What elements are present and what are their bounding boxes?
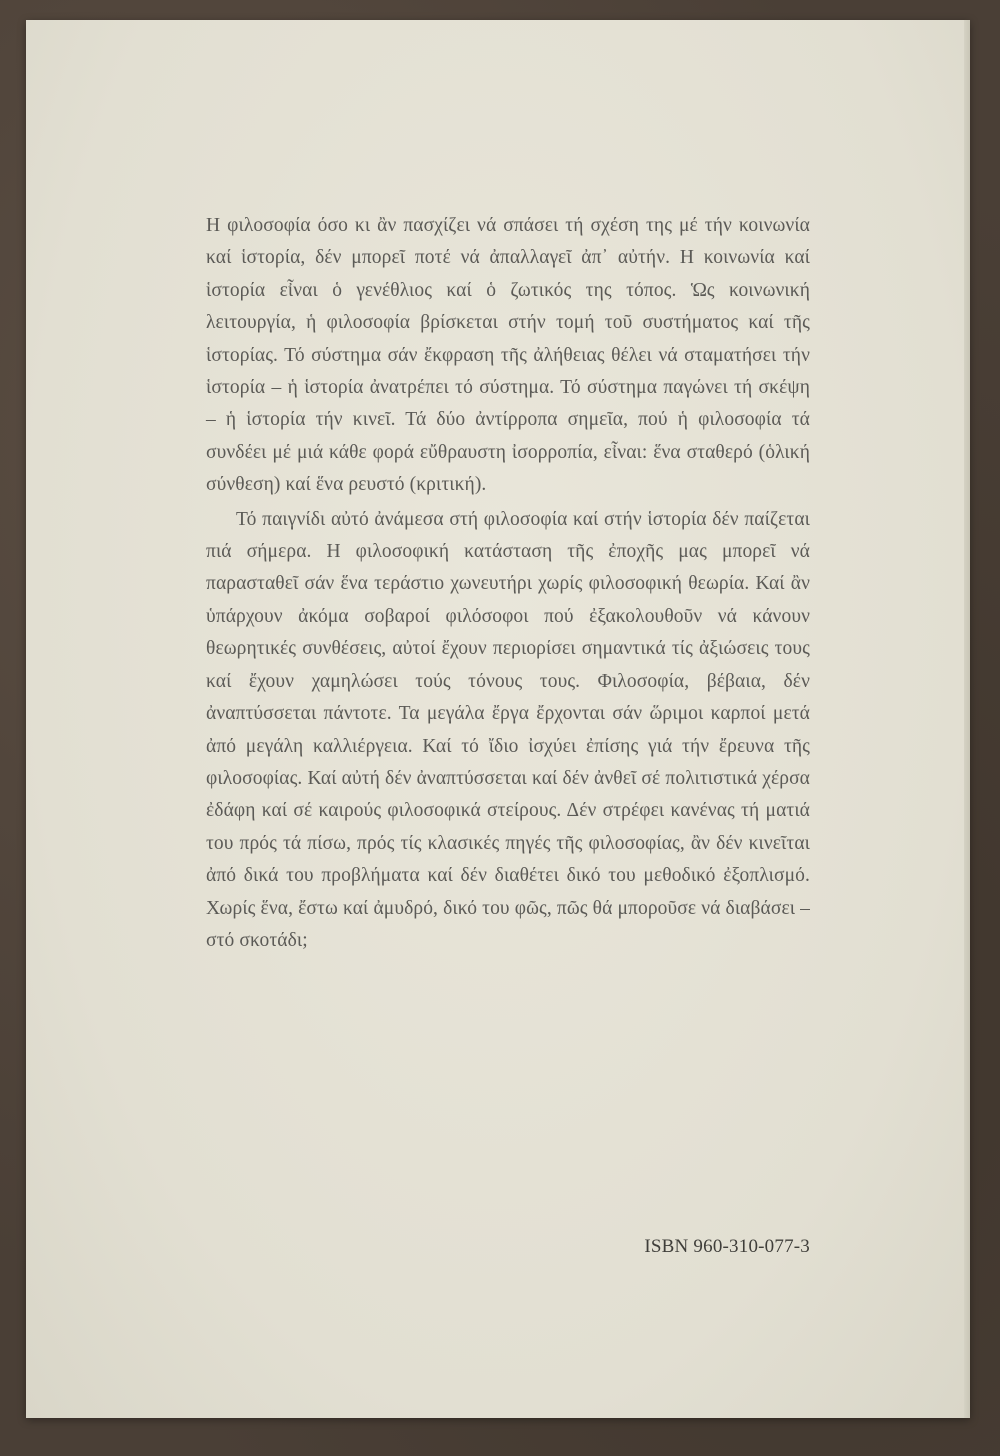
isbn-label: ISBN 960-310-077-3: [644, 1236, 810, 1257]
back-cover-paragraph-2: Τό παιγνίδι αὐτό ἀνάμεσα στή φιλοσοφία καί στήν ἱστορία δέν παίζεται πιά σήμερα. Η φιλοσοφική κατάσταση τῆς ἐποχῆς μας μπορεῖ νά παρασταθεῖ σάν ἕνα τεράστιο χωνευτήρι χωρίς φιλοσοφική θεωρία. Καί ἂν ὑπάρχουν ἀκόμα σοβαροί φιλόσοφοι πού ἐξακολουθοῦν νά κάνουν θεωρητικές συνθέσεις, αὐτοί ἔχουν περιορίσει σημαντικά τίς ἀξιώσεις τους καί ἔχουν χαμηλώσει τούς τόνους τους. Φιλοσοφία, βέβαια, δέν ἀναπτύσσεται πάντοτε. Τα μεγάλα ἔργα ἔρχονται σάν ὥριμοι καρποί μετά ἀπό μεγάλη καλλιέργεια. Καί τό ἴδιο ἰσχύει ἐπίσης γιά τήν ἔρευνα τῆς φιλοσοφίας. Καί αὐτή δέν ἀναπτύσσεται καί δέν ἀνθεῖ σέ πολιτιστικά χέρσα ἐδάφη καί σέ καιρούς φιλοσοφικά στείρους. Δέν στρέφει κανένας τή ματιά του πρός τά πίσω, πρός τίς κλασικές πηγές τῆς φιλοσοφίας, ἂν δέν κινεῖται ἀπό δικά του προβλήματα καί δέν διαθέτει δικό του μεθοδικό ἐξοπλισμό. Χωρίς ἕνα, ἔστω καί ἀμυδρό, δικό του φῶς, πῶς θά μποροῦσε νά διαβάσει – στό σκοτάδι;: [206, 508, 810, 951]
back-cover-text: [206, 210, 810, 957]
back-cover-paragraph-1: Η φιλοσοφία όσο κι ἂν πασχίζει νά σπάσει τή σχέση της μέ τήν κοινωνία καί ἱστορία, δέν μπορεῖ ποτέ νά ἀπαλλαγεῖ ἀπ᾽ αὐτήν. Η κοινωνία καί ἱστορία εἶναι ὁ γενέθλιος καί ὁ ζωτικός της τόπος. Ὡς κοινωνική λειτουργία, ἡ φιλοσοφία βρίσκεται στήν τομή τοῦ συστήματος καί τῆς ἱστορίας. Τό σύστημα σάν ἔκφραση τῆς ἀλήθειας θέλει νά σταματήσει τήν ἱστορία – ἡ ἱστορία ἀνατρέπει τό σύστημα. Τό σύστημα παγώνει τή σκέψη – ἡ ἱστορία τήν κινεῖ. Τά δύο ἀντίρροπα σημεῖα, πού ἡ φιλοσοφία τά συνδέει μέ μιά κάθε φορά εὔθραυστη ἰσορροπία, εἶναι: ἕνα σταθερό (ὁλική σύνθεση) καί ἕνα ρευστό (κριτική).: [206, 215, 810, 496]
book-back-cover: [26, 20, 970, 1418]
cover-edge: [964, 20, 970, 1418]
